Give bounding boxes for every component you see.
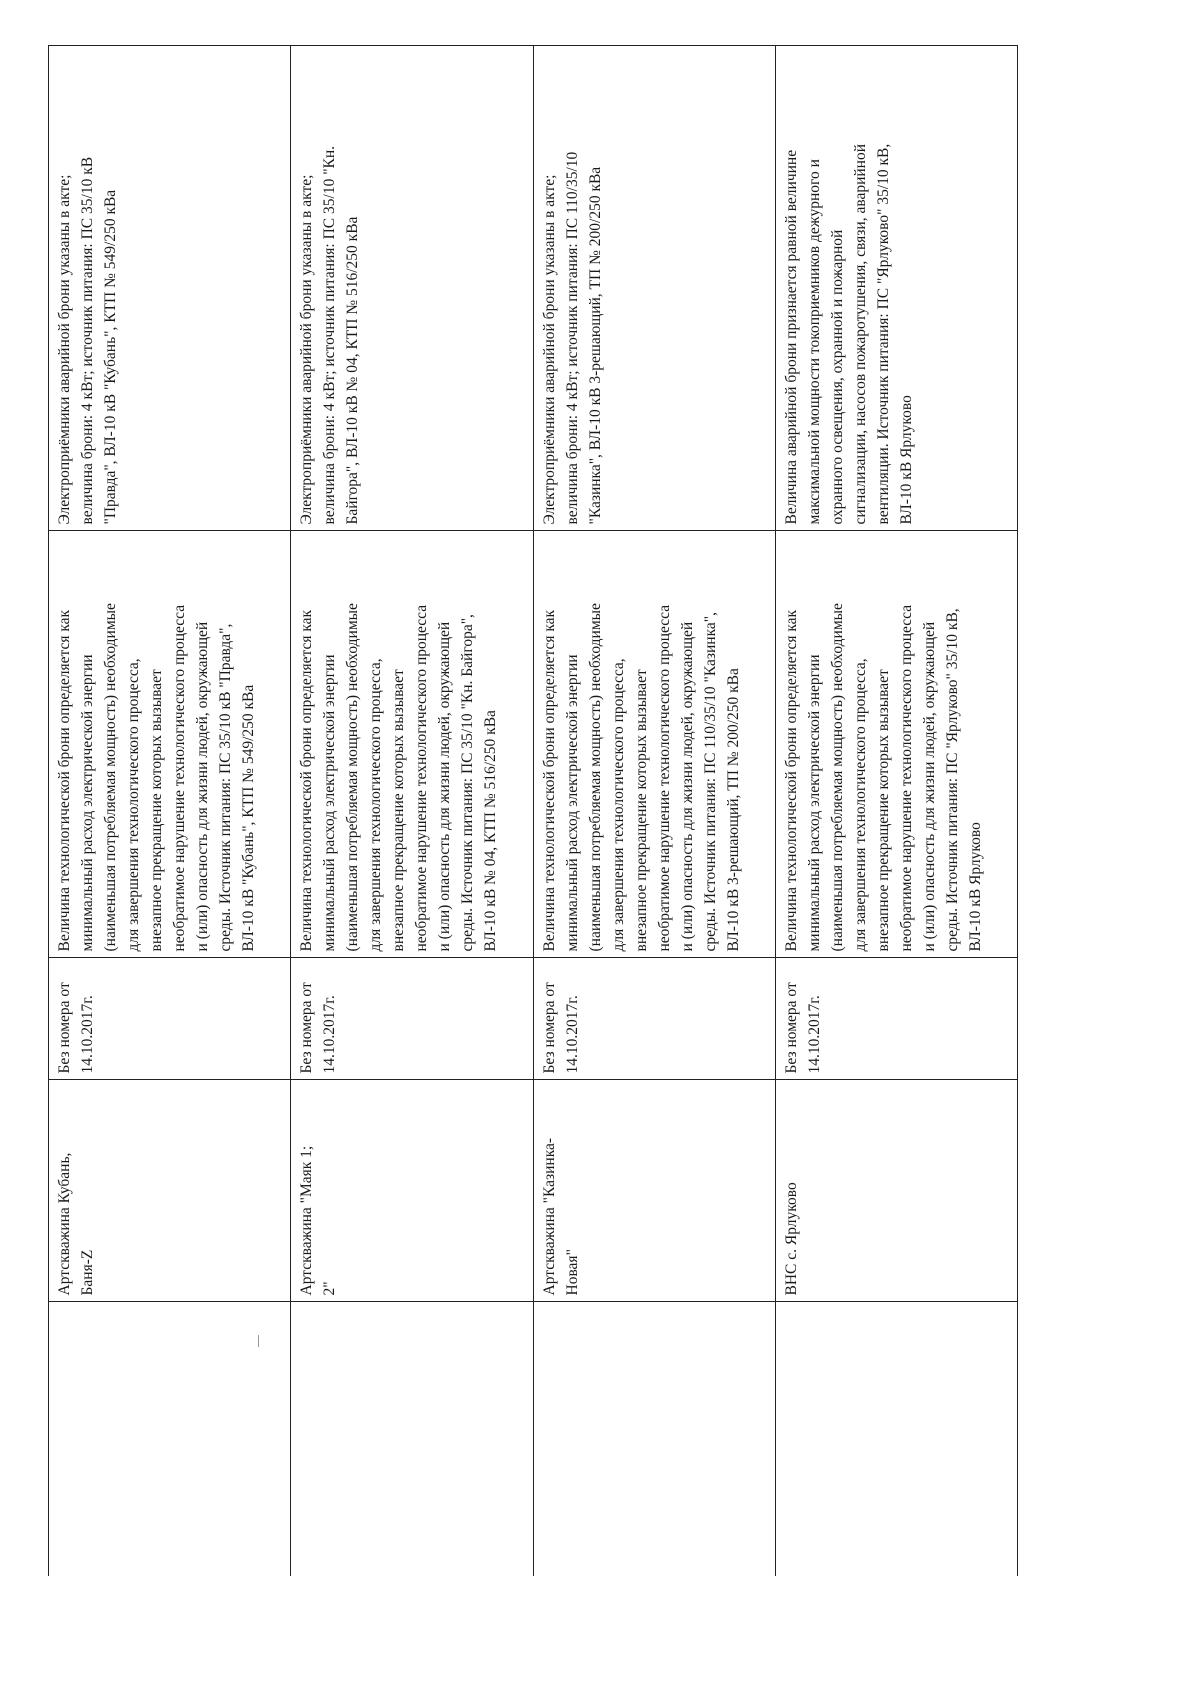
table-row: [533, 46, 775, 1650]
act-cell: Без номера от 14.10.2017г.: [291, 958, 533, 1080]
object-name-cell: Артскважина Кубань, Баня-Z: [49, 1080, 291, 1302]
table-row: [775, 46, 1017, 1650]
rotated-page: [48, 46, 1018, 1650]
object-name-cell: ВНС с. Ярлуково: [775, 1080, 1017, 1302]
tech-reserve-cell: Величина технологической брони определяется как минимальный расход электрической энергии (наименьшая потребляемая мощность) необходимые для завершения технологического процесса, внезапное прекращение которых вызывает необратимое нарушение технологического процесса и (или) опасность для жизни людей, окружающей среды. Источник питания: ПС 35/10 "Кн. Байгора", ВЛ-10 кВ № 04, КТП № 516/250 кВа: [291, 531, 533, 958]
tech-reserve-cell: Величина технологической брони определяется как минимальный расход электрической энергии (наименьшая потребляемая мощность) необходимые для завершения технологического процесса, внезапное прекращение которых вызывает необратимое нарушение технологического процесса и (или) опасность для жизни людей, окружающей среды. Источник питания: ПС 35/10 кВ "Правда", ВЛ-10 кВ "Кубань", КТП № 549/250 кВа: [49, 531, 291, 958]
blank-column: [291, 1576, 533, 1610]
object-blank-cell: [775, 1302, 1017, 1576]
object-name-cell: Артскважина "Маяк 1; 2": [291, 1080, 533, 1302]
table-row: [291, 46, 533, 1650]
object-blank-cell: [533, 1302, 775, 1576]
blank-column: [775, 1576, 1017, 1610]
blank-column: [533, 1576, 775, 1610]
object-name-cell: Артскважина "Казинка- Новая": [533, 1080, 775, 1302]
emergency-reserve-cell: Электроприёмники аварийной брони указаны в акте; величина брони: 4 кВт; источник питания: ПС 110/35/10 "Казинка", ВЛ-10 кВ 3-решающий, ТП № 200/250 кВа: [533, 46, 775, 531]
table-row: [49, 46, 291, 1650]
object-blank-cell: [291, 1302, 533, 1576]
emergency-reserve-cell: Величина аварийной брони признается равной величине максимальной мощности токоприемников дежурного и охранного освещения, охранной и пожарной сигнализации, насосов пожаротушения, связи, аварийной вентиляции. Источник питания: ПС "Ярлуково" 35/10 кВ, ВЛ-10 кВ Ярлуково: [775, 46, 1017, 531]
reserve-table: [48, 46, 1018, 1651]
scan-mark: [258, 1335, 259, 1347]
tech-reserve-cell: Величина технологической брони определяется как минимальный расход электрической энергии (наименьшая потребляемая мощность) необходимые для завершения технологического процесса, внезапное прекращение которых вызывает необратимое нарушение технологического процесса и (или) опасность для жизни людей, окружающей среды. Источник питания: ПС "Ярлуково" 35/10 кВ, ВЛ-10 кВ Ярлуково: [775, 531, 1017, 958]
blank-column: [533, 1610, 775, 1650]
blank-column: [49, 1576, 291, 1610]
act-cell: Без номера от 14.10.2017г.: [533, 958, 775, 1080]
blank-column: [49, 1610, 291, 1650]
emergency-reserve-cell: Электроприёмники аварийной брони указаны в акте; величина брони: 4 кВт; источник питания: ПС 35/10 кВ "Правда", ВЛ-10 кВ "Кубань", КТП № 549/250 кВа: [49, 46, 291, 531]
act-cell: Без номера от 14.10.2017г.: [775, 958, 1017, 1080]
tech-reserve-cell: Величина технологической брони определяется как минимальный расход электрической энергии (наименьшая потребляемая мощность) необходимые для завершения технологического процесса, внезапное прекращение которых вызывает необратимое нарушение технологического процесса и (или) опасность для жизни людей, окружающей среды. Источник питания: ПС 110/35/10 "Казинка", ВЛ-10 кВ 3-решающий, ТП № 200/250 кВа: [533, 531, 775, 958]
blank-column: [775, 1610, 1017, 1650]
act-cell: Без номера от 14.10.2017г.: [49, 958, 291, 1080]
blank-column: [291, 1610, 533, 1650]
object-blank-cell: [49, 1302, 291, 1576]
emergency-reserve-cell: Электроприёмники аварийной брони указаны в акте; величина брони: 4 кВт; источник питания: ПС 35/10 "Кн. Байгора", ВЛ-10 кВ № 04, КТП № 516/250 кВа: [291, 46, 533, 531]
